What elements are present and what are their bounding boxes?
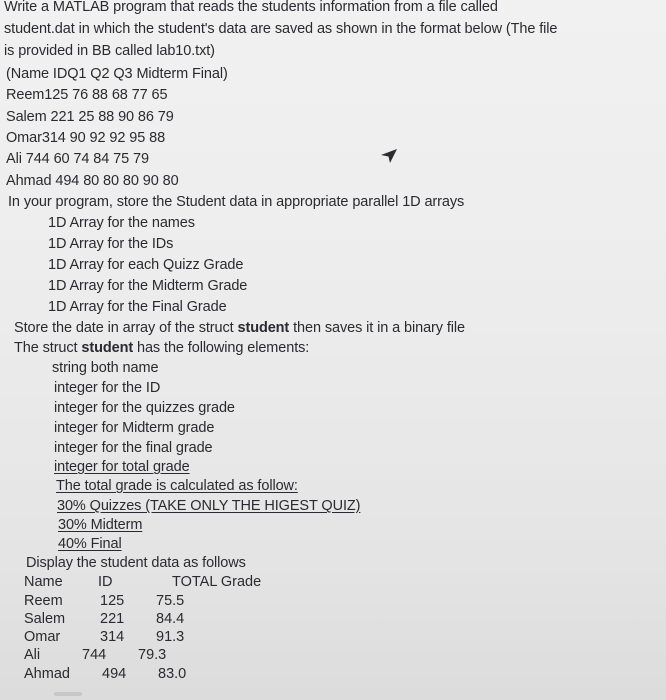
total-formula-final: 40% Final	[58, 536, 122, 552]
display-heading: Display the student data as follows	[26, 555, 246, 571]
struct-store-line	[14, 319, 465, 338]
element-name: string both name	[52, 360, 159, 376]
file-record-omar: Omar314 90 92 92 95 88	[6, 130, 166, 146]
table-header-total: TOTAL Grade	[172, 574, 262, 590]
element-final: integer for the final grade	[54, 440, 213, 456]
array-item-quizzes: 1D Array for each Quizz Grade	[48, 257, 244, 273]
cutoff-text-fragment	[54, 692, 82, 696]
total-formula-quizzes: 30% Quizzes (TAKE ONLY THE HIGEST QUIZ)	[57, 498, 361, 514]
file-record-reem: Reem125 76 88 68 77 65	[6, 87, 168, 103]
table-cell-name: Ahmad	[24, 666, 70, 682]
array-item-names: 1D Array for the names	[48, 215, 195, 231]
element-quizzes: integer for the quizzes grade	[54, 400, 235, 416]
intro-line-1: Write a MATLAB program that reads the students information from a file called	[4, 0, 498, 15]
table-cell-total: 91.3	[156, 629, 185, 645]
intro-line-3: is provided in BB called lab10.txt)	[4, 43, 215, 59]
table-cell-name: Omar	[24, 629, 61, 645]
table-cell-id: 221	[100, 611, 125, 627]
element-midterm: integer for Midterm grade	[54, 420, 215, 436]
table-header-name: Name	[24, 574, 63, 590]
store-instruction: In your program, store the Student data in appropriate parallel 1D arrays	[8, 194, 465, 210]
table-header-id: ID	[98, 574, 113, 590]
struct-store-text-before: Store the date in array of the struct	[14, 320, 238, 336]
struct-name-2: student	[81, 340, 134, 356]
array-item-ids: 1D Array for the IDs	[48, 236, 174, 252]
file-record-salem: Salem 221 25 88 90 86 79	[6, 109, 174, 125]
struct-name: student	[237, 320, 290, 336]
file-format-header: (Name IDQ1 Q2 Q3 Midterm Final)	[6, 66, 228, 82]
table-cell-id: 314	[100, 629, 125, 645]
table-cell-name: Ali	[24, 647, 41, 663]
table-cell-name: Salem	[24, 611, 66, 627]
table-cell-name: Reem	[24, 593, 63, 609]
element-total: integer for total grade	[54, 459, 190, 475]
struct-store-text-after: then saves it in a binary file	[289, 320, 465, 336]
element-id: integer for the ID	[54, 380, 161, 396]
intro-line-2: student.dat in which the student's data are saved as shown in the format below (The file	[4, 21, 558, 37]
table-cell-total: 75.5	[156, 593, 185, 609]
table-cell-id: 125	[100, 593, 125, 609]
table-cell-id: 494	[102, 666, 127, 682]
array-item-final: 1D Array for the Final Grade	[48, 299, 227, 315]
table-cell-total: 79.3	[138, 647, 167, 663]
struct-elements-text-after: has the following elements:	[133, 340, 310, 356]
total-formula-midterm: 30% Midterm	[58, 517, 143, 533]
file-record-ali: Ali 744 60 74 84 75 79	[6, 151, 149, 167]
table-cell-total: 84.4	[156, 611, 185, 627]
file-record-ahmad: Ahmad 494 80 80 80 90 80	[6, 173, 179, 189]
mouse-pointer-icon	[378, 143, 400, 165]
struct-elements-heading	[14, 339, 309, 358]
table-cell-total: 83.0	[158, 666, 187, 682]
table-cell-id: 744	[82, 647, 107, 663]
struct-elements-text-before: The struct	[14, 340, 82, 356]
total-formula-heading: The total grade is calculated as follow:	[56, 478, 298, 494]
array-item-midterm: 1D Array for the Midterm Grade	[48, 278, 248, 294]
